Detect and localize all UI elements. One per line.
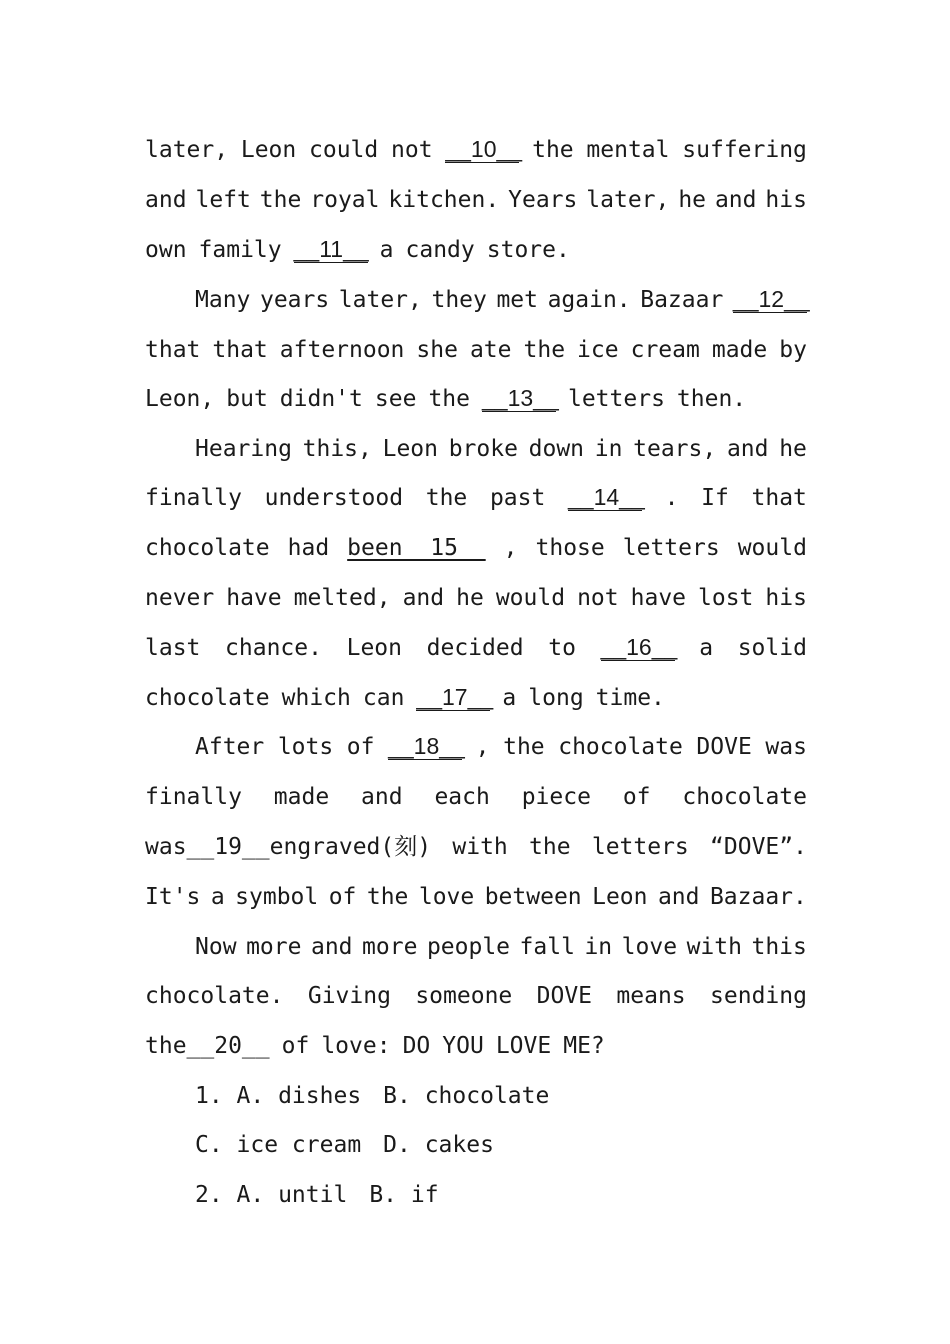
word: and	[726, 436, 769, 462]
word: suffering	[682, 137, 807, 163]
option: D. cakes	[383, 1132, 494, 1158]
word: those	[535, 535, 605, 561]
word: Now	[195, 934, 237, 960]
word: and	[714, 187, 757, 213]
word: of	[622, 784, 651, 810]
word: the	[529, 834, 571, 860]
word: this	[751, 934, 807, 960]
word: later,	[586, 187, 670, 213]
option-line	[195, 1080, 807, 1112]
option: 2. A. until	[195, 1182, 348, 1208]
word: kitchen.	[388, 187, 500, 213]
text-line	[145, 980, 807, 1012]
word: Leon,	[145, 386, 215, 412]
text-line	[145, 383, 807, 415]
word: letters	[567, 386, 665, 412]
word: understood	[264, 485, 404, 511]
word: and	[310, 934, 353, 960]
word: not	[391, 137, 433, 163]
word: Many	[195, 287, 251, 313]
word: this,	[302, 436, 372, 462]
word: with	[452, 834, 508, 860]
word: in	[584, 934, 613, 960]
word: Years	[508, 187, 578, 213]
word: more	[246, 934, 302, 960]
word: met	[496, 287, 538, 313]
word: family	[198, 237, 282, 263]
word: means	[616, 983, 686, 1009]
word: finally	[145, 784, 242, 810]
word: own	[145, 237, 187, 263]
text-line	[145, 781, 807, 813]
option: B. if	[369, 1182, 439, 1208]
word: last	[145, 635, 201, 661]
word: by	[779, 337, 807, 363]
word: ,	[503, 535, 518, 561]
word: chance.	[225, 635, 322, 661]
word: the	[366, 884, 409, 910]
word: solid	[737, 635, 807, 661]
word: Leon	[592, 884, 648, 910]
text-line	[195, 284, 810, 316]
word: between	[484, 884, 582, 910]
word: of	[346, 734, 375, 760]
option: 1. A. dishes	[195, 1083, 362, 1109]
word: down	[528, 436, 585, 462]
text-line	[195, 433, 807, 465]
word: the	[428, 386, 470, 412]
word: the	[523, 337, 566, 363]
word: love	[621, 934, 678, 960]
text-line	[195, 931, 807, 963]
word: ate	[469, 337, 512, 363]
word: had	[287, 535, 330, 561]
word: not	[577, 585, 619, 611]
word: time.	[595, 685, 665, 711]
word: letters	[591, 834, 689, 860]
option-line	[195, 1129, 807, 1161]
blank-19: was__19__engraved(刻)	[145, 834, 432, 860]
word: but	[226, 386, 268, 412]
word: DOVE	[536, 983, 593, 1009]
word: love:	[321, 1033, 391, 1059]
word: that	[212, 337, 268, 363]
word: lots	[277, 734, 334, 760]
word: to	[548, 635, 576, 661]
word: they	[431, 287, 487, 313]
word: he	[779, 436, 807, 462]
word: melted,	[293, 585, 391, 611]
word: the	[503, 734, 545, 760]
text-line	[145, 334, 807, 366]
word: chocolate	[682, 784, 807, 810]
word: LOVE	[495, 1033, 552, 1059]
word: didn't	[279, 386, 363, 412]
word: Hearing	[195, 436, 292, 462]
word: YOU	[442, 1033, 484, 1059]
word: his	[765, 187, 807, 213]
word: in	[594, 436, 623, 462]
word: more	[362, 934, 418, 960]
word: of	[328, 884, 357, 910]
word: have	[630, 585, 687, 611]
word: people	[426, 934, 511, 960]
text-line	[145, 1030, 807, 1062]
word: see	[374, 386, 417, 412]
word: love	[418, 884, 475, 910]
word: can	[362, 685, 405, 711]
blank-20: the__20__	[145, 1033, 270, 1059]
word: lost	[698, 585, 754, 611]
word: “DOVE”.	[710, 834, 807, 860]
word: of	[281, 1033, 310, 1059]
word: never	[145, 585, 215, 611]
word: his	[765, 585, 807, 611]
word: a	[210, 884, 225, 910]
word: someone	[415, 983, 513, 1009]
word: and	[657, 884, 700, 910]
word: Bazaar.	[709, 884, 807, 910]
blank-13: __13__	[481, 385, 559, 411]
word: fall	[519, 934, 575, 960]
word: Leon	[382, 436, 438, 462]
text-line	[195, 731, 807, 763]
word: with	[686, 934, 742, 960]
option: C. ice cream	[195, 1132, 362, 1158]
word: that	[145, 337, 201, 363]
word: left	[195, 187, 251, 213]
word: a	[379, 237, 394, 263]
word: Giving	[307, 983, 391, 1009]
word: long	[528, 685, 584, 711]
word: which	[281, 685, 351, 711]
text-line	[145, 831, 807, 863]
text-line	[145, 682, 807, 714]
word: It's	[145, 884, 201, 910]
word: chocolate	[145, 685, 270, 711]
word: Bazaar	[640, 287, 724, 313]
text-line	[145, 632, 807, 664]
word: letters	[622, 535, 720, 561]
word: the	[425, 485, 468, 511]
word: he	[678, 187, 707, 213]
text-line	[145, 582, 807, 614]
word: Leon	[240, 137, 297, 163]
word: tears,	[633, 436, 717, 462]
word: broke	[448, 436, 518, 462]
word: ME?	[563, 1033, 605, 1059]
word: store.	[486, 237, 570, 263]
word: and	[402, 585, 445, 611]
word: After	[195, 734, 265, 760]
word: cream	[630, 337, 700, 363]
word: DO	[402, 1033, 431, 1059]
text-line	[145, 881, 807, 913]
word: the	[259, 187, 302, 213]
word: he	[456, 585, 484, 611]
word: later,	[338, 287, 422, 313]
word: that	[751, 485, 807, 511]
word: was	[765, 734, 807, 760]
word: past	[489, 485, 546, 511]
word: Leon	[346, 635, 402, 661]
word: chocolate.	[145, 983, 284, 1009]
word: royal	[310, 187, 380, 213]
blank-10: __10__	[445, 136, 523, 162]
blank-14: __14__	[567, 484, 645, 510]
word: would	[495, 585, 566, 611]
blank-18: __18__	[388, 733, 465, 759]
word: years	[259, 287, 330, 313]
word: ,	[475, 734, 490, 760]
blank-12: __12__	[732, 286, 810, 312]
option-line	[195, 1179, 807, 1211]
text-line	[145, 234, 807, 266]
word: chocolate	[558, 734, 683, 760]
word: made	[273, 784, 330, 810]
text-line	[145, 134, 807, 166]
word: finally	[145, 485, 242, 511]
word: a	[699, 635, 714, 661]
text-line	[145, 532, 807, 564]
word: DOVE	[696, 734, 752, 760]
word: ice	[577, 337, 619, 363]
word: later,	[145, 137, 229, 163]
word: could	[309, 137, 379, 163]
word: would	[737, 535, 807, 561]
word: a	[502, 685, 517, 711]
word: candy	[405, 237, 475, 263]
option: B. chocolate	[383, 1083, 550, 1109]
word: and	[361, 784, 403, 810]
blank-11: __11__	[293, 236, 369, 262]
text-line	[145, 184, 807, 216]
text-line	[145, 482, 807, 514]
word: chocolate	[145, 535, 270, 561]
word: If	[701, 485, 729, 511]
blank-16: __16__	[600, 634, 678, 660]
word: again.	[547, 287, 631, 313]
word: piece	[521, 784, 591, 810]
blank-17: __17__	[416, 684, 494, 710]
word: afternoon	[279, 337, 405, 363]
word: she	[416, 337, 458, 363]
word: mental	[586, 137, 670, 163]
word: sending	[710, 983, 807, 1009]
blank-15: been__15__	[347, 535, 486, 561]
word: .	[664, 485, 679, 511]
word: made	[711, 337, 768, 363]
word: have	[226, 585, 282, 611]
word: and	[145, 187, 187, 213]
word: symbol	[235, 884, 319, 910]
word: decided	[426, 635, 524, 661]
word: the	[532, 137, 574, 163]
word: each	[434, 784, 490, 810]
word: then.	[676, 386, 747, 412]
